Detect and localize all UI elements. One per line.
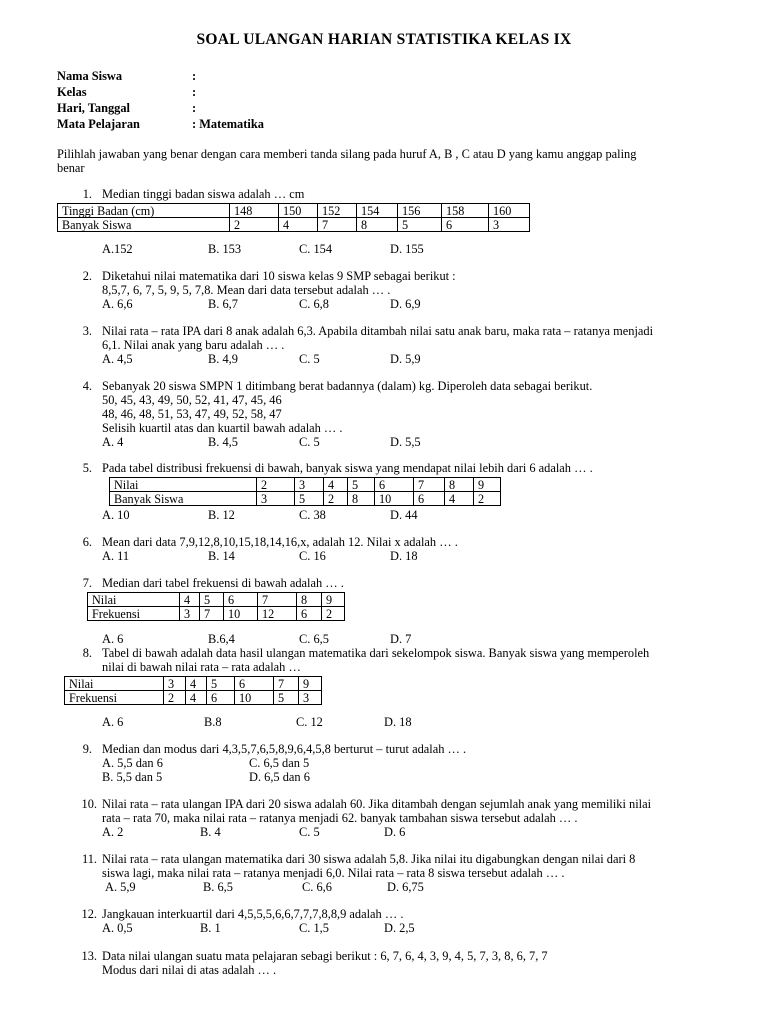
table-cell: 2 [322, 607, 345, 621]
table-cell: 4 [324, 478, 348, 492]
question-text-line: Sebanyak 20 siswa SMPN 1 ditimbang berat badannya (dalam) kg. Diperoleh data sebagai berikut. [102, 379, 593, 393]
option-c: C. 16 [299, 549, 326, 563]
instruction-line-2: benar [57, 161, 85, 175]
option-c: C. 6,5 [299, 632, 329, 646]
question-text-line: Data nilai ulangan suatu mata pelajaran sebagi berikut : 6, 7, 6, 4, 3, 9, 4, 5, 7, 3, 8, 6, 7, 7 [102, 949, 548, 963]
table-cell: 8 [445, 478, 474, 492]
question-number: 13. [81, 949, 97, 963]
option-a: A. 10 [102, 508, 130, 522]
table-cell: 4 [186, 691, 207, 705]
option-d: D. 44 [390, 508, 418, 522]
table-cell: 5 [200, 593, 224, 607]
question-number: 1. [82, 187, 92, 201]
table-row [65, 677, 322, 691]
identity-value-class: : [192, 85, 197, 99]
table-cell: Banyak Siswa [58, 218, 230, 232]
option-a: A. 11 [102, 549, 130, 563]
identity-value-date: : [192, 101, 197, 115]
table-row [88, 593, 345, 607]
table-cell: 10 [375, 492, 414, 506]
table-cell: Banyak Siswa [110, 492, 257, 506]
question-text-line: 50, 45, 43, 49, 50, 52, 41, 47, 45, 46 [102, 393, 282, 407]
option-d: D. 5,9 [390, 352, 421, 366]
option-b: B. 5,5 dan 5 [102, 770, 163, 784]
table-cell: 154 [357, 204, 398, 218]
table-row [58, 204, 530, 218]
question-text: Median dan modus dari 4,3,5,7,6,5,8,9,6,4,5,8 berturut – turut adalah … . [102, 742, 467, 756]
option-a: A. 4,5 [102, 352, 133, 366]
option-b: B. 4 [200, 825, 221, 839]
data-table [57, 203, 530, 232]
option-c: C. 1,5 [299, 921, 329, 935]
identity-value-subject: : Matematika [192, 117, 264, 131]
table-cell: 4 [279, 218, 318, 232]
table-cell: 4 [180, 593, 200, 607]
table-cell: 6 [235, 677, 274, 691]
identity-label-subject: Mata Pelajaran [57, 117, 140, 131]
table-row [58, 218, 530, 232]
identity-label-date: Hari, Tanggal [57, 101, 130, 115]
option-d: D. 2,5 [384, 921, 415, 935]
option-b: B. 4,9 [208, 352, 238, 366]
option-c: C. 154 [299, 242, 333, 256]
question-text-line: Modus dari nilai di atas adalah … . [102, 963, 277, 977]
table-cell: Nilai [65, 677, 164, 691]
option-d: D. 6,9 [390, 297, 421, 311]
table-row [110, 492, 501, 506]
identity-value-name: : [192, 69, 197, 83]
question-text-line: 6,1. Nilai anak yang baru adalah … . [102, 338, 285, 352]
question-number: 5. [82, 461, 92, 475]
table-cell: 3 [180, 607, 200, 621]
question-text: Median dari tabel frekuensi di bawah adalah … . [102, 576, 344, 590]
option-a: A. 6,6 [102, 297, 133, 311]
table-cell: 4 [186, 677, 207, 691]
question-number: 6. [82, 535, 92, 549]
question-number: 9. [82, 742, 92, 756]
question-number: 7. [82, 576, 92, 590]
option-c: C. 12 [296, 715, 323, 729]
table-cell: 3 [489, 218, 530, 232]
option-d: D. 18 [384, 715, 412, 729]
table-cell: 8 [348, 492, 375, 506]
table-cell: 10 [224, 607, 258, 621]
table-cell: 9 [474, 478, 501, 492]
table-cell: 2 [257, 478, 295, 492]
question-text-line: Nilai rata – rata ulangan matematika dari 30 siswa adalah 5,8. Jika nilai itu digabungkan dengan nilai dari 8 [102, 852, 636, 866]
option-b: B. 6,5 [203, 880, 233, 894]
option-b: B. 14 [208, 549, 235, 563]
option-d: D. 6 [384, 825, 406, 839]
table-cell: 9 [299, 677, 322, 691]
table-cell: 7 [258, 593, 297, 607]
table-cell: 2 [164, 691, 186, 705]
table-cell: 152 [318, 204, 357, 218]
table-cell: 3 [295, 478, 324, 492]
table-cell: 10 [235, 691, 274, 705]
table-cell: 5 [207, 677, 235, 691]
table-cell: 7 [318, 218, 357, 232]
question-text-line: Nilai rata – rata IPA dari 8 anak adalah 6,3. Apabila ditambah nilai satu anak baru, maka rata – ratanya menjadi [102, 324, 654, 338]
option-a: A. 2 [102, 825, 124, 839]
document-title: SOAL ULANGAN HARIAN STATISTIKA KELAS IX [196, 31, 572, 48]
instruction-line-1: Pilihlah jawaban yang benar dengan cara memberi tanda silang pada huruf A, B , C atau D yang kamu anggap paling [57, 147, 637, 161]
table-cell: 148 [230, 204, 279, 218]
question-text: Jangkauan interkuartil dari 4,5,5,5,6,6,7,7,7,8,8,9 adalah … . [102, 907, 404, 921]
table-cell: 5 [274, 691, 299, 705]
question-text-line: siswa lagi, maka nilai rata – ratanya menjadi 6,0. Nilai rata – rata 8 siswa tersebut adalah … . [102, 866, 565, 880]
question-text-line: Selisih kuartil atas dan kuartil bawah adalah … . [102, 421, 343, 435]
option-c: C. 6,8 [299, 297, 329, 311]
question-number: 8. [82, 646, 92, 660]
table-cell: 2 [474, 492, 501, 506]
table-row [88, 607, 345, 621]
question-text-line: Nilai rata – rata ulangan IPA dari 20 siswa adalah 60. Jika ditambah dengan sejumlah anak yang memiliki nilai [102, 797, 652, 811]
table-cell: 7 [274, 677, 299, 691]
table-cell: 3 [164, 677, 186, 691]
table-cell: 7 [414, 478, 445, 492]
identity-label-name: Nama Siswa [57, 69, 123, 83]
option-c: C. 38 [299, 508, 326, 522]
question-number: 12. [81, 907, 97, 921]
table-cell: 5 [348, 478, 375, 492]
question-number: 4. [82, 379, 92, 393]
option-b: B.6,4 [208, 632, 235, 646]
option-a: A. 5,9 [105, 880, 136, 894]
question-text: Median tinggi badan siswa adalah … cm [102, 187, 305, 201]
table-cell: 150 [279, 204, 318, 218]
table-cell: 5 [295, 492, 324, 506]
table-row [110, 478, 501, 492]
option-a: A. 6 [102, 632, 124, 646]
data-table [64, 676, 322, 705]
question-text-line: Tabel di bawah adalah data hasil ulangan matematika dari sekelompok siswa. Banyak siswa yang memperoleh [102, 646, 650, 660]
table-cell: 12 [258, 607, 297, 621]
question-text-line: Diketahui nilai matematika dari 10 siswa kelas 9 SMP sebagai berikut : [102, 269, 456, 283]
table-cell: 8 [297, 593, 322, 607]
option-d: D. 18 [390, 549, 418, 563]
option-a: A. 6 [102, 715, 124, 729]
option-a: A. 0,5 [102, 921, 133, 935]
table-cell: 2 [230, 218, 279, 232]
data-table [109, 477, 501, 506]
question-text-line: nilai di bawah nilai rata – rata adalah … [102, 660, 301, 674]
option-d: D. 6,75 [387, 880, 424, 894]
table-cell: 6 [414, 492, 445, 506]
table-cell: Nilai [110, 478, 257, 492]
table-cell: 8 [357, 218, 398, 232]
table-cell: Frekuensi [88, 607, 180, 621]
question-number: 10. [81, 797, 97, 811]
question-number: 3. [82, 324, 92, 338]
table-cell: 158 [442, 204, 489, 218]
table-cell: 4 [445, 492, 474, 506]
option-b: B. 12 [208, 508, 235, 522]
option-a: A.152 [102, 242, 133, 256]
table-cell: 160 [489, 204, 530, 218]
table-cell: 6 [375, 478, 414, 492]
option-d: D. 155 [390, 242, 424, 256]
identity-label-class: Kelas [57, 85, 87, 99]
table-cell: 2 [324, 492, 348, 506]
table-cell: 7 [200, 607, 224, 621]
table-cell: 3 [299, 691, 322, 705]
table-cell: 156 [398, 204, 442, 218]
question-text-line: rata – rata 70, maka nilai rata – ratanya menjadi 62. banyak tambahan siswa tersebut adalah … . [102, 811, 578, 825]
option-c: C. 6,6 [302, 880, 332, 894]
option-c: C. 6,5 dan 5 [249, 756, 310, 770]
table-cell: 6 [297, 607, 322, 621]
option-b: B. 153 [208, 242, 242, 256]
option-a: A. 4 [102, 435, 124, 449]
table-cell: Nilai [88, 593, 180, 607]
option-c: C. 5 [299, 352, 320, 366]
table-cell: Tinggi Badan (cm) [58, 204, 230, 218]
option-c: C. 5 [299, 435, 320, 449]
table-row [65, 691, 322, 705]
table-cell: 6 [224, 593, 258, 607]
question-text-line: 8,5,7, 6, 7, 5, 9, 5, 7,8. Mean dari data tersebut adalah … . [102, 283, 391, 297]
option-d: D. 5,5 [390, 435, 421, 449]
question-text: Pada tabel distribusi frekuensi di bawah, banyak siswa yang mendapat nilai lebih dari 6 adalah … . [102, 461, 593, 475]
question-text-line: 48, 46, 48, 51, 53, 47, 49, 52, 58, 47 [102, 407, 282, 421]
option-b: B. 1 [200, 921, 221, 935]
option-a: A. 5,5 dan 6 [102, 756, 163, 770]
table-cell: 6 [207, 691, 235, 705]
data-table [87, 592, 345, 621]
table-cell: 9 [322, 593, 345, 607]
question-number: 2. [82, 269, 92, 283]
option-c: C. 5 [299, 825, 320, 839]
question-text: Mean dari data 7,9,12,8,10,15,18,14,16,x, adalah 12. Nilai x adalah … . [102, 535, 458, 549]
option-d: D. 7 [390, 632, 412, 646]
question-number: 11. [81, 852, 97, 866]
option-b: B. 4,5 [208, 435, 238, 449]
table-cell: 5 [398, 218, 442, 232]
option-b: B.8 [204, 715, 222, 729]
table-cell: 6 [442, 218, 489, 232]
table-cell: Frekuensi [65, 691, 164, 705]
option-d: D. 6,5 dan 6 [249, 770, 310, 784]
option-b: B. 6,7 [208, 297, 238, 311]
table-cell: 3 [257, 492, 295, 506]
